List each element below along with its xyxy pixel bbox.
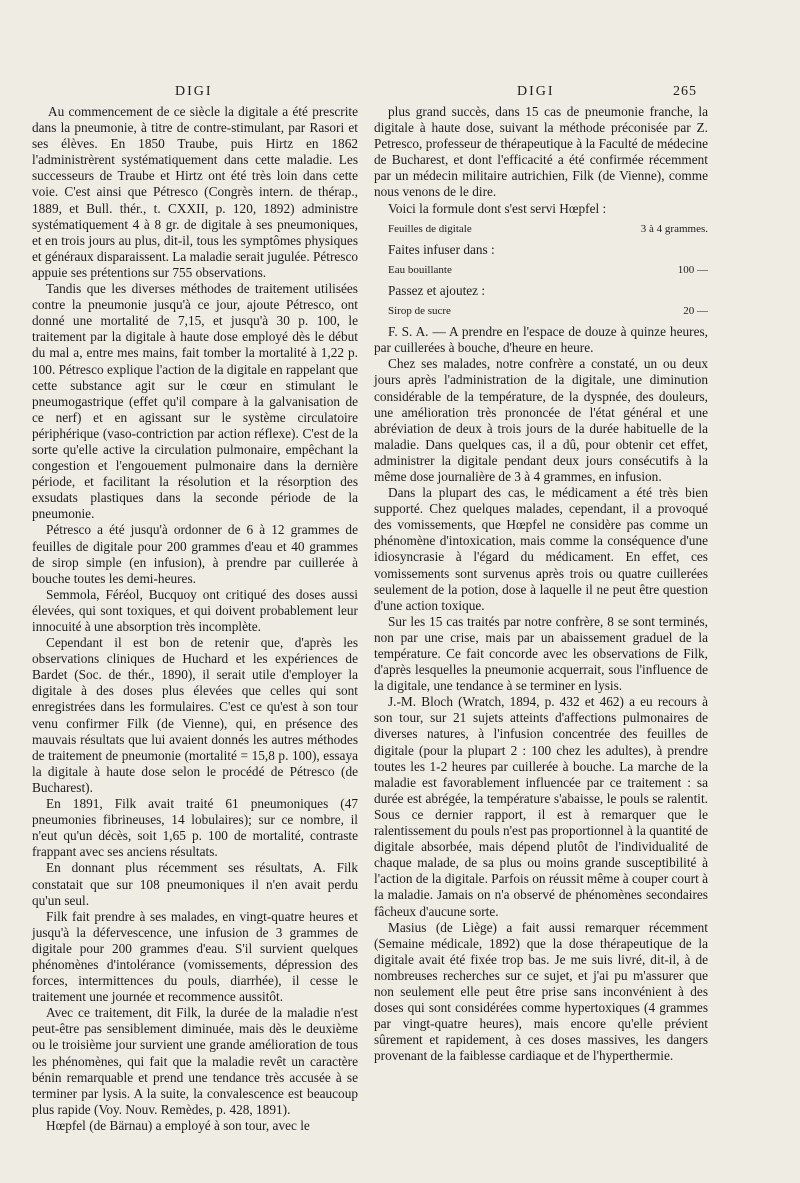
formula-intro: Voici la formule dont s'est servi Hœpfel :: [388, 200, 607, 216]
formula-instruction: Passez et ajoutez :: [388, 282, 486, 298]
paragraph: Sur les 15 cas traités par notre confrère, 8 se sont terminés, non par une crise, mais par un abaissement graduel de la température. Ce fait concorde avec les observations de Filk, d'après lesquelles la pneumonie acquerrait, sous l'influence de la digitale, une tendance à se terminer en lysis.: [374, 613, 708, 694]
formula-quantity: 3 à 4 grammes.: [640, 222, 708, 235]
formula-ingredient: Feuilles de digitale: [388, 222, 472, 235]
paragraph: Chez ses malades, notre confrère a constaté, un ou deux jours après l'administration de la digitale, une diminution considérable de la température, de la dyspnée, des douleurs, une amélioration très prononcée de l'état général et une abréviation de deux à trois jours de la durée habituelle de la maladie. Dans quelques cas, il a dû, pour obtenir cet effet, administrer la digitale pendant deux jours consécutifs à la même dose journalière de 3 à 4 grammes, en infusion.: [374, 356, 708, 484]
paragraph: J.-M. Bloch (Wratch, 1894, p. 432 et 462) a eu recours à son tour, sur 21 sujets atteints d'affections pulmonaires de diverses natures, à l'infusion concentrée des feuilles de digitale (pour la plupart 2 : 100 chez les adultes), à prendre toutes les 1-2 heures par cuillerée à bouche. La marche de la maladie est favorablement influencée par ce traitement : sa durée est abrégée, la température s'abaisse, le pouls se ralentit. Sous ce dernier rapport, il est à remarquer que le ralentissement du pouls n'est pas proportionnel à la quantité de digitale absorbée, mais dépend plutôt de l'individualité de chaque malade, de sa plus ou moins grande susceptibilité à l'action de la digitale. Parfois on réussit même à couper court à la maladie. Jamais on n'a observé de phénomènes secondaires fâcheux d'aucune sorte.: [374, 694, 708, 919]
running-head-right: DIGI: [517, 84, 555, 99]
paragraph: Au commencement de ce siècle la digitale a été prescrite dans la pneumonie, à titre de contre-stimulant, par Rasori et ses élèves. En 1850 Traube, puis Hirtz en 1862 l'administrèrent systématiquement dans cette maladie. Les successeurs de Traube et Hirtz ont été très loin dans cette voie. C'est ainsi que Pétresco (Congrès intern. de thérap., 1889, et Bull. thér., t. CXXII, p. 120, 1892) administre systématiquement 4 à 8 gr. de digitale à ses pneumoniques, et en trois jours au plus, dit-il, tous les symptômes physiques et généraux disparaissent. La maladie serait jugulée. Pétresco appuie ses prétentions sur 755 observations.: [32, 104, 359, 280]
paragraph: Tandis que les diverses méthodes de traitement utilisées contre la pneumonie jusqu'à ce jour, ajoute Pétresco, ont donné une mortalité de 7,15, et jusqu'à 30 p. 100, le traitement par la digitale à haute dose employé dès le début du mal a, entre mes mains, fait tomber la mortalité à 1,22 p. 100. Pétresco explique l'action de la digitale en rappelant que cette substance agit sur le cœur en stimulant le pneumogastrique (effet qu'il compare à la galvanisation de ce nerf) et en agissant sur le système circulatoire périphérique (vaso-contriction par action réflexe). C'est de la sorte qu'elle active la circulation pulmonaire, empêchant la congestion et l'engouement pulmonaire dans la dernière période, et facilitant la résolution et la résorption des exsudats plastiques dans la seconde période de la pneumonie.: [32, 281, 358, 522]
paragraph: Semmola, Féréol, Bucquoy ont critiqué des doses aussi élevées, qui sont toxiques, et qui doivent probablement leur innocuité à une absorption très incomplète.: [32, 586, 358, 634]
formula-line: [388, 262, 708, 278]
paragraph: En donnant plus récemment ses résultats, A. Filk constatait que sur 108 pneumoniques il n'en avait perdu qu'un seul.: [32, 860, 358, 908]
paragraph: Masius (de Liège) a fait aussi remarquer récemment (Semaine médicale, 1892) que la dose thérapeutique de la digitale avait été fixée trop bas. Je me suis livré, dit-il, à de nombreuses recherches sur ce sujet, et j'ai pu m'assurer que non seulement elle peut être prise sans inconvénient à des doses qui sont considérées comme hypertoxiques (4 grammes par vingt-quatre heures), mais encore qu'elle prévient sûrement et rapidement, à ces doses massives, les dangers provenant de la faiblesse cardiaque et de l'hyperthermie.: [374, 919, 708, 1064]
formula-line: [388, 221, 708, 237]
paragraph: Avec ce traitement, dit Filk, la durée de la maladie n'est peut-être pas sensiblement diminuée, mais dès le deuxième ou le troisième jour survient une grande amélioration de tous les phénomènes, qui fait que la maladie revêt un caractère bénin remarquable et prend une tendance très accusée à se terminer par lysis. A la suite, la convalescence est beaucoup plus rapide (Voy. Nouv. Remèdes, p. 428, 1891).: [32, 1005, 358, 1117]
formula-ingredient: Sirop de sucre: [388, 305, 451, 318]
paragraph: plus grand succès, dans 15 cas de pneumonie franche, la digitale à haute dose, suivant la méthode préconisée par Z. Petresco, professeur de thérapeutique à la Faculté de médecine de Bucharest, et dont l'efficacité a été confirmée récemment par un médecin militaire autrichien, Filk (de Vienne), comme nous venons de le dire.: [374, 104, 708, 200]
right-column: [374, 104, 708, 1064]
paragraph: En 1891, Filk avait traité 61 pneumoniques (47 pneumonies fibrineuses, 14 lobulaires); sur ce nombre, il n'eut qu'un décès, soit 1,65 p. 100 de mortalité, contraste frappant avec ses anciens résultats.: [32, 796, 358, 860]
page-number: 265: [673, 84, 697, 99]
formula-line: [388, 303, 708, 319]
running-head-left: DIGI: [175, 84, 213, 99]
formula-quantity: 100 —: [677, 263, 708, 276]
left-column: [32, 104, 358, 1134]
paragraph: Cependant il est bon de retenir que, d'après les observations cliniques de Huchard et les expériences de Bardet (Soc. de thér., 1890), il serait utile d'employer la digitale à des doses plus élevées que celles qui sont enregistrées dans les formulaires. C'est ce qu'est à son tour venu confirmer Filk (de Vienne), qui, en présence des mauvais résultats que lui avaient donnés les autres méthodes de traitement de pneumonie (mortalité = 15,8 p. 100), essaya la digitale à haute dose selon le procédé de Pétresco (de Bucharest).: [32, 635, 358, 795]
formula-quantity: 20 —: [683, 305, 708, 318]
paragraph: F. S. A. — A prendre en l'espace de douze à quinze heures, par cuillerées à bouche, d'heure en heure.: [374, 324, 708, 356]
paragraph: Dans la plupart des cas, le médicament a été très bien supporté. Chez quelques malades, cependant, il a provoqué des vomissements, que Hœpfel ne considère pas comme un phénomène d'intoxication, mais comme la conséquence d'une idiosyncrasie à l'égard du médicament. En effet, ces vomissements sont survenus après trois ou quatre cuillerées seulement de la potion, dose à laquelle il ne peut être question d'une action toxique.: [374, 485, 708, 613]
paragraph: Filk fait prendre à ses malades, en vingt-quatre heures et jusqu'à la défervescence, une infusion de 3 grammes de digitale pour 200 grammes d'eau. S'il survient quelques phénomènes d'intolérance (vomissements, dépression des forces, intermittences du pouls, diarrhée), il cesse le traitement une journée et recommence aussitôt.: [32, 908, 358, 1005]
paragraph: Hœpfel (de Bärnau) a employé à son tour, avec le: [46, 1117, 310, 1133]
formula-instruction: Faites infuser dans :: [388, 241, 495, 257]
formula-ingredient: Eau bouillante: [388, 263, 452, 276]
paragraph: Pétresco a été jusqu'à ordonner de 6 à 12 grammes de feuilles de digitale pour 200 grammes d'eau et 40 grammes de sirop simple (en infusion), à prendre par cuillerée à bouche toutes les demi-heures.: [32, 522, 358, 586]
